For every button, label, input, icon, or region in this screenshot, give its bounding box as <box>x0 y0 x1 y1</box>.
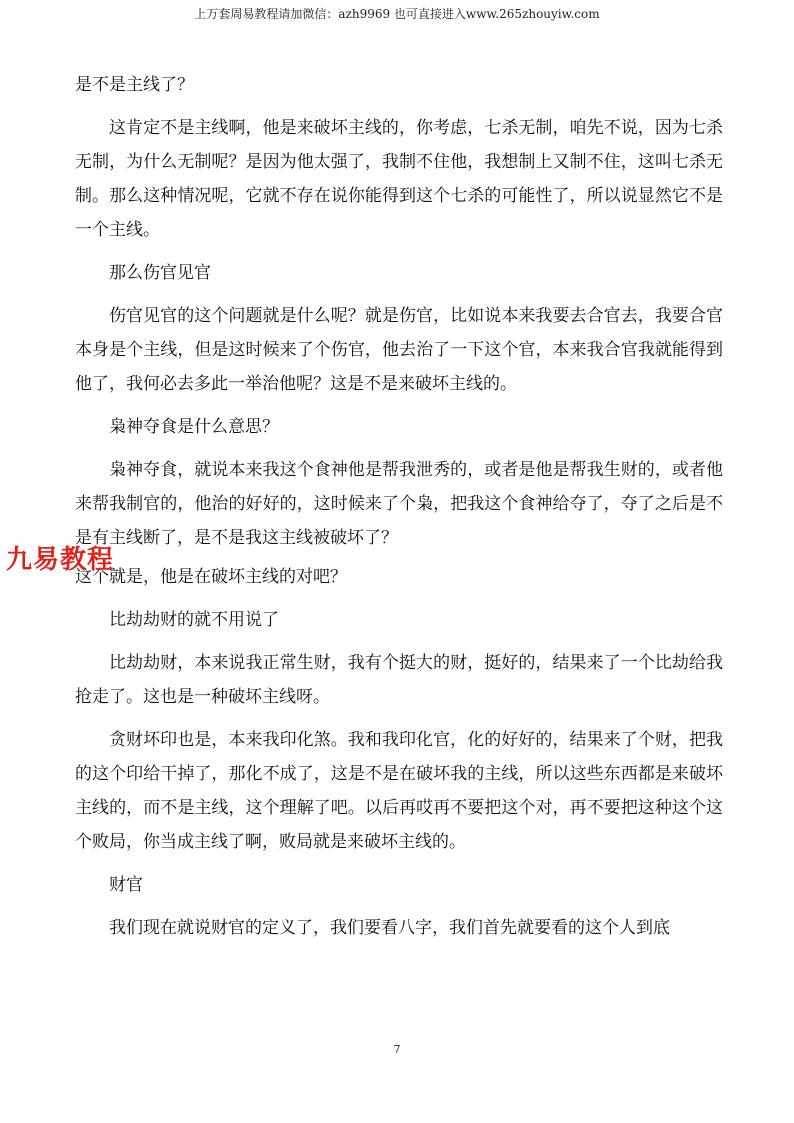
watermark-logo: 九易教程 <box>6 545 115 575</box>
paragraph: 比劫劫财的就不用说了 <box>109 610 279 630</box>
paragraph: 财官 <box>109 875 143 895</box>
paragraph: 我们现在就说财官的定义了，我们要看八字，我们首先就要看的这个人到底 <box>109 918 670 938</box>
document-body <box>75 68 723 954</box>
paragraph: 这个就是，他是在破坏主线的对吧？ <box>75 567 347 587</box>
paragraph: 比劫劫财，本来说我正常生财，我有个挺大的财，挺好的，结果来了一个比劫给我抢走了。这也是一种破坏主线呀。 <box>75 653 723 707</box>
page-number: 7 <box>393 1043 401 1056</box>
paragraph: 贪财坏印也是，本来我印化煞。我和我印化官，化的好好的，结果来了个财，把我的这个印给干掉了，那化不成了，这是不是在破坏我的主线，所以这些东西都是来破坏主线的，而不是主线，这个理解了吧。以后再哎再不要把这个对，再不要把这种这个这个败局，你当成主线了啊，败局就是来破坏主线的。 <box>75 730 723 852</box>
paragraph: 伤官见官的这个问题就是什么呢？就是伤官，比如说本来我要去合官去，我要合官本身是个主线，但是这时候来了个伤官，他去治了一下这个官，本来我合官我就能得到他了，我何必去多此一举治他呢？这是不是来破坏主线的。 <box>75 306 723 394</box>
page-header: 上万套周易教程请加微信：azh9969 也可直接进入www.265zhouyiw.com <box>194 7 600 21</box>
paragraph: 枭神夺食，就说本来我这个食神他是帮我泄秀的，或者是他是帮我生财的，或者他来帮我制官的，他治的好好的，这时候来了个枭，把我这个食神给夺了，夺了之后是不是有主线断了，是不是我这主线被破坏了？ <box>75 460 723 548</box>
paragraph: 这肯定不是主线啊，他是来破坏主线的，你考虑，七杀无制，咱先不说，因为七杀无制，为什么无制呢？是因为他太强了，我制不住他，我想制上又制不住，这叫七杀无制。那么这种情况呢，它就不存在说你能得到这个七杀的可能性了，所以说显然它不是一个主线。 <box>75 118 723 240</box>
paragraph: 是不是主线了？ <box>75 75 194 95</box>
paragraph: 那么伤官见官 <box>109 263 211 283</box>
paragraph: 枭神夺食是什么意思？ <box>109 417 279 437</box>
